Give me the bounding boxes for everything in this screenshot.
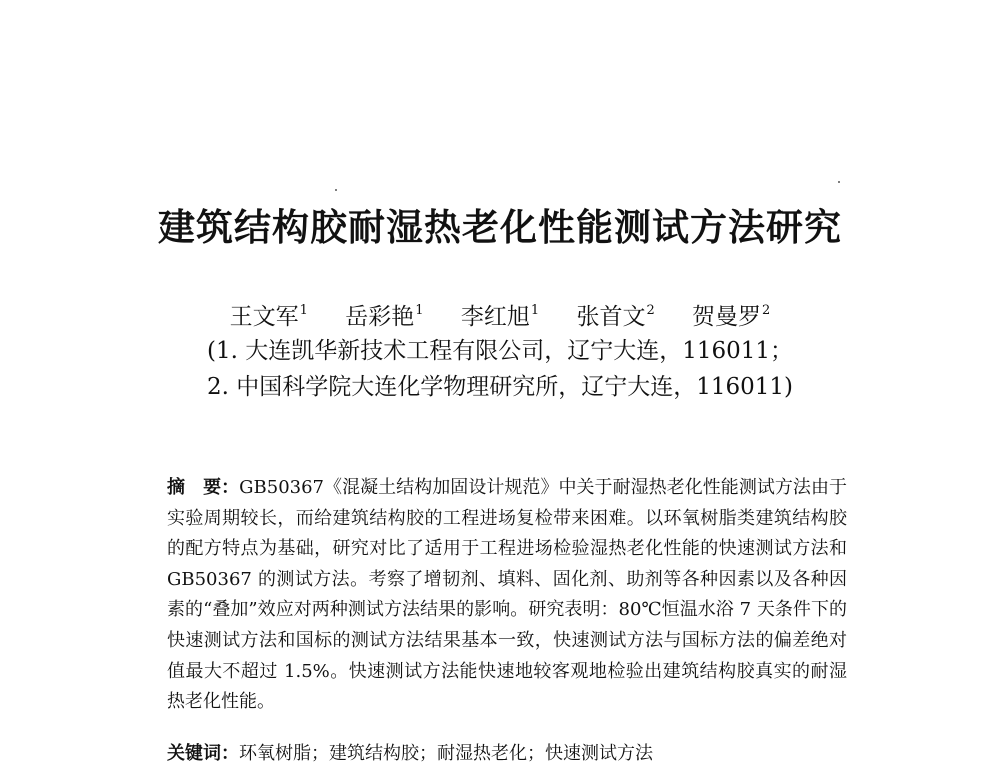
- author-name: 贺曼罗: [692, 304, 762, 330]
- keywords-label: 关键词：: [167, 743, 239, 764]
- affiliation-mark: 2: [646, 303, 655, 318]
- scan-speck: [838, 181, 840, 183]
- author: [461, 296, 539, 332]
- author-name: 李红旭: [460, 304, 530, 330]
- author-name: 岳彩艳: [345, 304, 415, 330]
- affiliation-mark: 1: [530, 303, 540, 318]
- affiliation-mark: 2: [762, 303, 771, 318]
- abstract-text: GB50367《混凝土结构加固设计规范》中关于耐湿热老化性能测试方法由于实验周期较长，而给建筑结构胶的工程进场复检带来困难。以环氧树脂类建筑结构胶的配方特点为基础，研究对比了适用于工程进场检验湿热老化性能的快速测试方法和 GB50367 的测试方法。考察了增韧剂、填料、固化剂、助剂等各种因素以及各种因素的“叠加”效应对两种测试方法结果的影响。研究表明：80℃恒温水浴 7 天条件下的快速测试方法和国标的测试方法结果基本一致，快速测试方法与国标方法的偏差绝对值最大不超过 1.5%。快速测试方法能快速地较客观地检验出建筑结构胶真实的耐湿热老化性能。: [167, 477, 847, 713]
- author-name: 张首文: [576, 304, 646, 330]
- abstract: [167, 473, 847, 718]
- author: [230, 296, 308, 332]
- affiliation-mark: 1: [415, 303, 424, 318]
- keywords: [167, 739, 847, 769]
- author-name: 王文军: [229, 304, 299, 330]
- affiliation-mark: 1: [299, 303, 308, 318]
- paper-title: 建筑结构胶耐湿热老化性能测试方法研究: [158, 206, 842, 249]
- scan-speck: [335, 189, 337, 191]
- author: [576, 296, 654, 332]
- author: [692, 296, 770, 332]
- author-list: [0, 296, 1000, 332]
- keywords-text: 环氧树脂；建筑结构胶；耐湿热老化；快速测试方法: [239, 743, 653, 764]
- author: [345, 296, 423, 332]
- affiliation-line-2: 2. 中国科学院大连化学物理研究所，辽宁大连，116011): [206, 374, 794, 400]
- affiliation-line-1: (1. 大连凯华新技术工程有限公司，辽宁大连，116011；: [206, 338, 794, 364]
- abstract-label: 摘 要：: [167, 477, 240, 498]
